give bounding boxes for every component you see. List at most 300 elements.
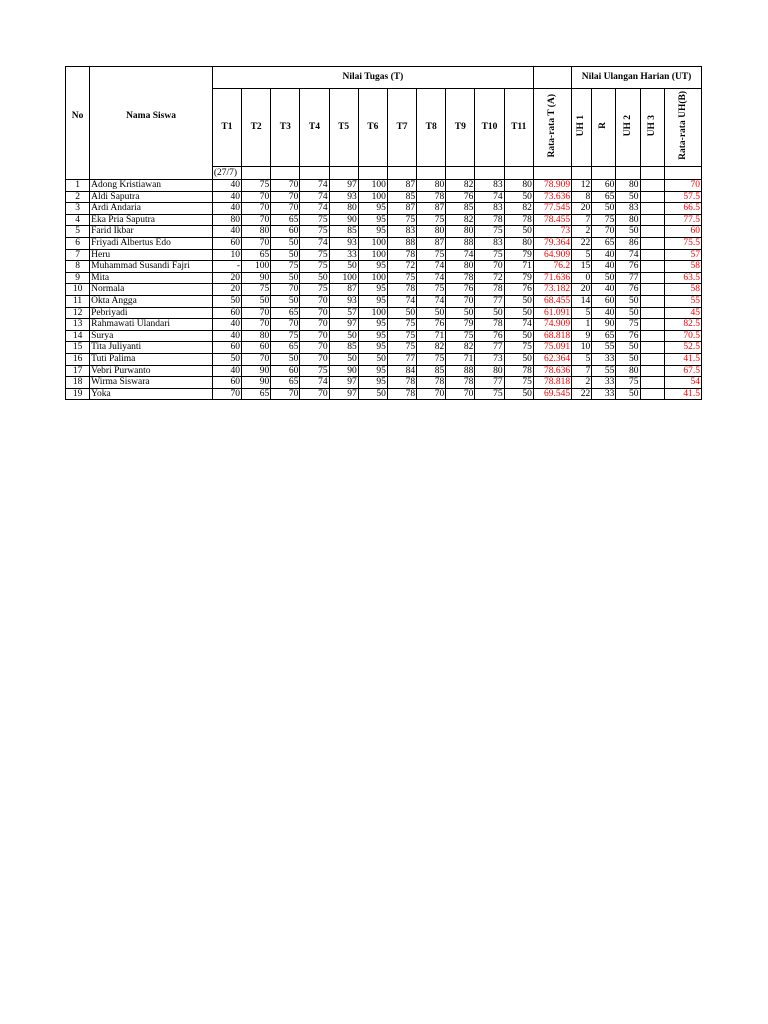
- task-score: 80: [417, 226, 446, 238]
- task-score: 50: [504, 295, 533, 307]
- r-score: 33: [592, 353, 616, 365]
- header-avg-uh: [664, 89, 701, 167]
- row-number: 5: [66, 226, 90, 238]
- student-name: Surya: [90, 330, 213, 342]
- table-row: [66, 295, 702, 307]
- r-score: 90: [592, 319, 616, 331]
- uh1-score: 15: [572, 261, 592, 273]
- uh3-score: [640, 191, 664, 203]
- header-uh1-label: UH 1: [576, 115, 587, 137]
- task-score: 75: [475, 249, 504, 261]
- task-score: 76: [475, 330, 504, 342]
- average-uh-score: 77.5: [664, 214, 701, 226]
- task-score: 87: [417, 237, 446, 249]
- table-row: [66, 330, 702, 342]
- task-score: 78: [417, 377, 446, 389]
- task-score: 85: [329, 342, 358, 354]
- average-uh-score: 58: [664, 261, 701, 273]
- row-number: 9: [66, 272, 90, 284]
- average-uh-score: 41.5: [664, 388, 701, 400]
- task-score: 60: [271, 365, 300, 377]
- task-score: 60: [212, 342, 241, 354]
- uh3-score: [640, 249, 664, 261]
- note-cell: [533, 167, 571, 180]
- task-score: 70: [242, 203, 271, 215]
- task-score: 77: [475, 377, 504, 389]
- average-uh-score: 70: [664, 180, 701, 192]
- table-row: [66, 342, 702, 354]
- r-score: 50: [592, 272, 616, 284]
- task-score: 100: [358, 191, 387, 203]
- task-score: 65: [242, 249, 271, 261]
- task-score: 75: [417, 353, 446, 365]
- uh2-score: 76: [616, 330, 640, 342]
- uh1-score: 10: [572, 342, 592, 354]
- average-uh-score: 70.5: [664, 330, 701, 342]
- header-r: [592, 89, 616, 167]
- task-score: 40: [212, 203, 241, 215]
- student-name: Wirma Siswara: [90, 377, 213, 389]
- task-score: 80: [446, 261, 475, 273]
- task-score: 50: [212, 295, 241, 307]
- note-no-cell: [66, 167, 90, 180]
- row-number: 10: [66, 284, 90, 296]
- task-score: 90: [242, 377, 271, 389]
- uh2-score: 74: [616, 249, 640, 261]
- task-score: 100: [242, 261, 271, 273]
- average-task-score: 79.364: [533, 237, 571, 249]
- uh2-score: 50: [616, 307, 640, 319]
- note-cell: [300, 167, 329, 180]
- uh1-score: 9: [572, 330, 592, 342]
- uh2-score: 80: [616, 180, 640, 192]
- row-number: 14: [66, 330, 90, 342]
- task-score: 74: [446, 249, 475, 261]
- table-row: [66, 377, 702, 389]
- task-score: 75: [504, 377, 533, 389]
- task-score: 71: [417, 330, 446, 342]
- average-uh-score: 57.5: [664, 191, 701, 203]
- row-number: 18: [66, 377, 90, 389]
- uh2-score: 80: [616, 365, 640, 377]
- task-score: 40: [212, 226, 241, 238]
- task-score: 75: [300, 226, 329, 238]
- task-score: 75: [417, 214, 446, 226]
- task-score: 88: [446, 365, 475, 377]
- task-score: 78: [504, 214, 533, 226]
- r-score: 40: [592, 261, 616, 273]
- table-row: [66, 388, 702, 400]
- uh3-score: [640, 342, 664, 354]
- task-score: 65: [271, 307, 300, 319]
- task-score: 75: [300, 284, 329, 296]
- task-score: 50: [329, 330, 358, 342]
- task-score: 70: [271, 319, 300, 331]
- task-score: 74: [300, 203, 329, 215]
- task-score: 74: [300, 377, 329, 389]
- row-number: 11: [66, 295, 90, 307]
- task-score: 79: [504, 249, 533, 261]
- average-task-score: 61.091: [533, 307, 571, 319]
- task-score: 74: [504, 319, 533, 331]
- task-score: 78: [387, 388, 416, 400]
- average-task-score: 62.364: [533, 353, 571, 365]
- task-score: 80: [446, 226, 475, 238]
- table-row: [66, 261, 702, 273]
- task-score: 97: [329, 180, 358, 192]
- uh1-score: 5: [572, 353, 592, 365]
- task-score: 95: [358, 226, 387, 238]
- uh1-score: 20: [572, 284, 592, 296]
- student-name: Tita Juliyanti: [90, 342, 213, 354]
- task-score: 83: [475, 237, 504, 249]
- header-uh3-label: UH 3: [646, 115, 657, 137]
- task-score: 50: [504, 307, 533, 319]
- task-score: 60: [212, 237, 241, 249]
- task-score: 74: [300, 237, 329, 249]
- student-name: Pebriyadi: [90, 307, 213, 319]
- task-score: 50: [475, 307, 504, 319]
- task-score: 76: [417, 319, 446, 331]
- task-score: 40: [212, 365, 241, 377]
- uh3-score: [640, 319, 664, 331]
- task-score: 70: [300, 307, 329, 319]
- task-score: 50: [387, 307, 416, 319]
- table-row: [66, 284, 702, 296]
- task-score: 50: [212, 353, 241, 365]
- row-number: 13: [66, 319, 90, 331]
- task-score: 100: [358, 249, 387, 261]
- uh3-score: [640, 388, 664, 400]
- average-uh-score: 66.5: [664, 203, 701, 215]
- task-score: 100: [358, 272, 387, 284]
- header-task-7: T7: [387, 89, 416, 167]
- uh1-score: 8: [572, 191, 592, 203]
- task-score: 78: [446, 377, 475, 389]
- student-rows: [66, 180, 702, 400]
- task-score: 60: [242, 342, 271, 354]
- task-score: 10: [212, 249, 241, 261]
- task-score: 50: [504, 330, 533, 342]
- task-score: 50: [300, 272, 329, 284]
- note-cell: [640, 167, 664, 180]
- task-score: 70: [300, 330, 329, 342]
- average-task-score: 75.091: [533, 342, 571, 354]
- row-number: 17: [66, 365, 90, 377]
- average-uh-score: 67.5: [664, 365, 701, 377]
- uh2-score: 50: [616, 226, 640, 238]
- header-r-label: R: [598, 122, 609, 130]
- task-score: 75: [300, 214, 329, 226]
- task-score: 97: [329, 377, 358, 389]
- task-score: 85: [387, 191, 416, 203]
- task-score: 50: [504, 353, 533, 365]
- task-score: 95: [358, 295, 387, 307]
- task-score: 70: [300, 388, 329, 400]
- task-score: 83: [475, 203, 504, 215]
- task-score: 83: [475, 180, 504, 192]
- task-score: 40: [212, 180, 241, 192]
- task-score: 50: [271, 272, 300, 284]
- note-cell: [504, 167, 533, 180]
- task-score: 75: [504, 342, 533, 354]
- table-row: [66, 307, 702, 319]
- student-name: Normala: [90, 284, 213, 296]
- task-score: 76: [504, 284, 533, 296]
- note-cell: [592, 167, 616, 180]
- average-task-score: 78.455: [533, 214, 571, 226]
- task-score: 60: [271, 226, 300, 238]
- task-score: 74: [300, 191, 329, 203]
- r-score: 40: [592, 249, 616, 261]
- header-task-5: T5: [329, 89, 358, 167]
- task-score: 80: [242, 226, 271, 238]
- header-task-2: T2: [242, 89, 271, 167]
- task-score: 95: [358, 261, 387, 273]
- uh2-score: 50: [616, 342, 640, 354]
- average-uh-score: 60: [664, 226, 701, 238]
- task-score: 65: [242, 388, 271, 400]
- student-name: Yoka: [90, 388, 213, 400]
- r-score: 60: [592, 295, 616, 307]
- header-uh2: [616, 89, 640, 167]
- student-name: Friyadi Albertus Edo: [90, 237, 213, 249]
- table-row: [66, 319, 702, 331]
- task-score: 84: [387, 365, 416, 377]
- average-task-score: 78.909: [533, 180, 571, 192]
- task-score: 50: [446, 307, 475, 319]
- average-task-score: 64.909: [533, 249, 571, 261]
- header-task-10: T10: [475, 89, 504, 167]
- average-uh-score: 45: [664, 307, 701, 319]
- average-task-score: 78.636: [533, 365, 571, 377]
- row-number: 1: [66, 180, 90, 192]
- task-score: 100: [358, 180, 387, 192]
- uh2-score: 75: [616, 319, 640, 331]
- uh3-score: [640, 261, 664, 273]
- header-avg-t: [533, 89, 571, 167]
- task-score: 82: [417, 342, 446, 354]
- student-name: Tuti Palima: [90, 353, 213, 365]
- r-score: 65: [592, 191, 616, 203]
- average-uh-score: 75.5: [664, 237, 701, 249]
- uh2-score: 50: [616, 191, 640, 203]
- student-name: Mita: [90, 272, 213, 284]
- uh1-score: 5: [572, 249, 592, 261]
- task-score: 85: [446, 203, 475, 215]
- header-avg-t-label: Rata-rata T (A): [547, 93, 558, 158]
- task-score: 75: [475, 388, 504, 400]
- note-cell: [446, 167, 475, 180]
- row-number: 8: [66, 261, 90, 273]
- uh3-score: [640, 226, 664, 238]
- task-score: 70: [300, 353, 329, 365]
- task-score: 87: [329, 284, 358, 296]
- row-number: 6: [66, 237, 90, 249]
- task-score: 90: [242, 365, 271, 377]
- uh2-score: 86: [616, 237, 640, 249]
- task-score: 82: [446, 180, 475, 192]
- uh2-score: 76: [616, 284, 640, 296]
- task-score: 50: [358, 388, 387, 400]
- note-cell: [475, 167, 504, 180]
- task-score: 70: [271, 284, 300, 296]
- task-score: 79: [446, 319, 475, 331]
- task-score: 50: [271, 295, 300, 307]
- row-number: 7: [66, 249, 90, 261]
- table-row: [66, 191, 702, 203]
- average-uh-score: 55: [664, 295, 701, 307]
- task-score: 70: [300, 319, 329, 331]
- task-score: 78: [387, 377, 416, 389]
- task-score: 50: [329, 353, 358, 365]
- table-row: [66, 365, 702, 377]
- header-uh2-label: UH 2: [622, 115, 633, 137]
- task-score: 70: [271, 203, 300, 215]
- task-score: 79: [504, 272, 533, 284]
- task-score: 88: [446, 237, 475, 249]
- uh2-score: 50: [616, 353, 640, 365]
- header-task-11: T11: [504, 89, 533, 167]
- note-cell: [417, 167, 446, 180]
- task-score: 75: [387, 272, 416, 284]
- average-uh-score: 54: [664, 377, 701, 389]
- task-score: 57: [329, 307, 358, 319]
- uh3-score: [640, 203, 664, 215]
- r-score: 33: [592, 377, 616, 389]
- task-score: 75: [475, 226, 504, 238]
- task-score: 97: [329, 319, 358, 331]
- uh3-score: [640, 330, 664, 342]
- table-row: [66, 353, 702, 365]
- task-score: 50: [242, 295, 271, 307]
- task-score: 82: [446, 214, 475, 226]
- uh1-score: 0: [572, 272, 592, 284]
- note-cell: [616, 167, 640, 180]
- task-score: 76: [446, 284, 475, 296]
- task-score: 50: [504, 226, 533, 238]
- task-score: 70: [271, 388, 300, 400]
- note-cell: [329, 167, 358, 180]
- task-score: 70: [242, 237, 271, 249]
- header-tugas-group: Nilai Tugas (T): [212, 67, 533, 89]
- header-task-6: T6: [358, 89, 387, 167]
- task-score: 73: [475, 353, 504, 365]
- note-cell: [664, 167, 701, 180]
- task-score: 78: [475, 214, 504, 226]
- task-score: 65: [271, 214, 300, 226]
- average-task-score: 71.636: [533, 272, 571, 284]
- task-score: 95: [358, 342, 387, 354]
- task-score: 65: [271, 342, 300, 354]
- average-uh-score: 57: [664, 249, 701, 261]
- task-score: 74: [417, 272, 446, 284]
- table-row: [66, 214, 702, 226]
- uh3-score: [640, 365, 664, 377]
- average-uh-score: 82.5: [664, 319, 701, 331]
- task-score: 40: [212, 330, 241, 342]
- header-task-9: T9: [446, 89, 475, 167]
- average-task-score: 78.818: [533, 377, 571, 389]
- r-score: 70: [592, 226, 616, 238]
- header-task-8: T8: [417, 89, 446, 167]
- grade-table: [65, 66, 702, 400]
- uh1-score: 22: [572, 237, 592, 249]
- note-name-cell: [90, 167, 213, 180]
- average-task-score: 74.909: [533, 319, 571, 331]
- average-uh-score: 63.5: [664, 272, 701, 284]
- student-name: Eka Pria Saputra: [90, 214, 213, 226]
- task-score: 70: [271, 191, 300, 203]
- task-score: 70: [242, 214, 271, 226]
- student-name: Rahmawati Ulandari: [90, 319, 213, 331]
- task-score: 75: [387, 330, 416, 342]
- task-score: 80: [504, 237, 533, 249]
- uh1-score: 2: [572, 226, 592, 238]
- header-no: No: [66, 67, 90, 167]
- uh2-score: 76: [616, 261, 640, 273]
- average-task-score: 68.455: [533, 295, 571, 307]
- task-score: 78: [387, 249, 416, 261]
- date-note: (27/7): [212, 167, 241, 180]
- task-score: 77: [387, 353, 416, 365]
- task-score: 50: [329, 261, 358, 273]
- task-score: 75: [446, 330, 475, 342]
- task-score: 85: [417, 365, 446, 377]
- task-score: 50: [358, 353, 387, 365]
- student-name: Okta Angga: [90, 295, 213, 307]
- uh1-score: 22: [572, 388, 592, 400]
- task-score: 95: [358, 377, 387, 389]
- note-cell: [572, 167, 592, 180]
- r-score: 65: [592, 330, 616, 342]
- header-task-3: T3: [271, 89, 300, 167]
- task-score: 95: [358, 319, 387, 331]
- task-score: 93: [329, 191, 358, 203]
- task-score: 75: [242, 284, 271, 296]
- uh2-score: 80: [616, 214, 640, 226]
- uh3-score: [640, 237, 664, 249]
- task-score: 93: [329, 237, 358, 249]
- task-score: 75: [300, 365, 329, 377]
- task-score: 78: [387, 284, 416, 296]
- task-score: 50: [271, 237, 300, 249]
- header-uh3: [640, 89, 664, 167]
- task-score: 70: [300, 342, 329, 354]
- task-score: 95: [358, 365, 387, 377]
- task-score: 75: [300, 249, 329, 261]
- task-score: 88: [387, 237, 416, 249]
- task-score: 75: [387, 342, 416, 354]
- uh1-score: 7: [572, 365, 592, 377]
- student-name: Adong Kristiawan: [90, 180, 213, 192]
- student-name: Farid Ikbar: [90, 226, 213, 238]
- task-score: 95: [358, 214, 387, 226]
- uh3-score: [640, 180, 664, 192]
- task-score: 70: [300, 295, 329, 307]
- task-score: 75: [271, 330, 300, 342]
- header-avg-uh-label: Rata-rata UH(B): [677, 91, 688, 161]
- student-name: Ardi Andaria: [90, 203, 213, 215]
- note-cell: [242, 167, 271, 180]
- uh3-score: [640, 295, 664, 307]
- task-score: 40: [212, 319, 241, 331]
- table-row: [66, 203, 702, 215]
- task-score: 72: [475, 272, 504, 284]
- row-number: 3: [66, 203, 90, 215]
- task-score: 95: [358, 203, 387, 215]
- uh1-score: 5: [572, 307, 592, 319]
